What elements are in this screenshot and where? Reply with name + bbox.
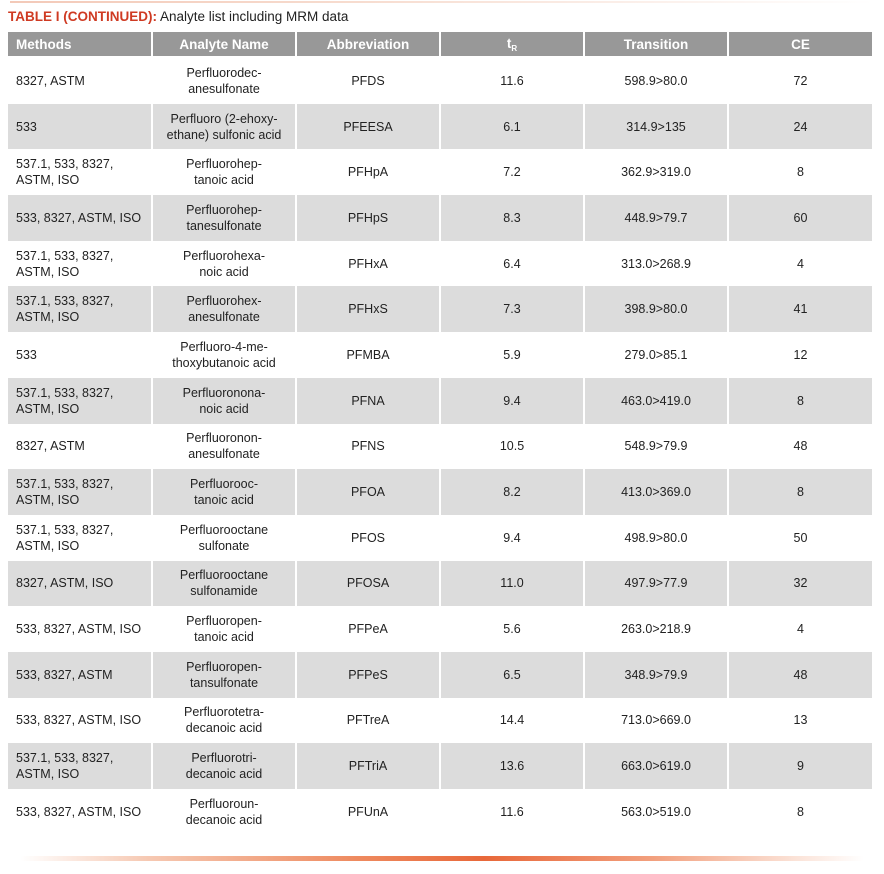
cell-transition: 263.0>218.9 <box>585 606 727 652</box>
cell-analyte-name <box>153 149 295 195</box>
cell-retention-time: 7.3 <box>441 286 583 332</box>
cell-ce: 50 <box>729 515 872 561</box>
analyte-name-line: tanoic acid <box>194 173 254 188</box>
methods-line: 537.1, 533, 8327, <box>16 248 114 263</box>
cell-ce: 8 <box>729 789 872 835</box>
table-caption-text: Analyte list including MRM data <box>156 9 349 24</box>
analyte-name-line: Perfluorohep- <box>186 157 262 172</box>
cell-analyte-name <box>153 561 295 607</box>
cell-analyte-name <box>153 515 295 561</box>
cell-transition: 548.9>79.9 <box>585 424 727 470</box>
analyte-name-line: Perfluoronon- <box>186 431 262 446</box>
analyte-name-line: sulfonamide <box>190 584 258 599</box>
methods-line: 537.1, 533, 8327, <box>16 751 114 766</box>
cell-abbreviation: PFTreA <box>297 698 439 744</box>
table-row <box>8 789 872 835</box>
table-row <box>8 606 872 652</box>
analyte-name-line: Perfluoroun- <box>189 796 259 811</box>
cell-retention-time: 14.4 <box>441 698 583 744</box>
analyte-name-line: Perfluorooctane <box>179 568 269 583</box>
methods-line: ASTM, ISO <box>16 767 80 782</box>
analyte-name-line: Perfluorooc- <box>189 477 259 492</box>
cell-ce: 13 <box>729 698 872 744</box>
cell-abbreviation: PFOS <box>297 515 439 561</box>
cell-ce: 60 <box>729 195 872 241</box>
methods-line: 537.1, 533, 8327, <box>16 157 114 172</box>
header-methods: Methods <box>8 32 151 58</box>
table-row <box>8 149 872 195</box>
cell-abbreviation: PFNS <box>297 424 439 470</box>
table-row <box>8 424 872 470</box>
cell-analyte-name <box>153 241 295 287</box>
cell-ce: 4 <box>729 606 872 652</box>
cell-methods <box>8 241 151 287</box>
table-body <box>8 58 872 835</box>
cell-methods <box>8 469 151 515</box>
cell-abbreviation: PFOA <box>297 469 439 515</box>
methods-line: 537.1, 533, 8327, <box>16 477 114 492</box>
table-row <box>8 241 872 287</box>
cell-transition: 313.0>268.9 <box>585 241 727 287</box>
cell-methods: 533, 8327, ASTM, ISO <box>8 195 151 241</box>
cell-ce: 8 <box>729 469 872 515</box>
cell-analyte-name <box>153 332 295 378</box>
cell-methods: 533 <box>8 332 151 378</box>
cell-abbreviation: PFPeA <box>297 606 439 652</box>
cell-analyte-name <box>153 789 295 835</box>
table-row <box>8 515 872 561</box>
table-header <box>8 32 872 58</box>
table-row <box>8 652 872 698</box>
header-abbreviation: Abbreviation <box>297 32 439 58</box>
cell-ce: 8 <box>729 378 872 424</box>
cell-analyte-name <box>153 378 295 424</box>
analyte-name-line: Perfluoropen- <box>186 659 262 674</box>
cell-analyte-name <box>153 743 295 789</box>
cell-abbreviation: PFPeS <box>297 652 439 698</box>
cell-transition: 314.9>135 <box>585 104 727 150</box>
methods-line: ASTM, ISO <box>16 173 80 188</box>
cell-methods: 533 <box>8 104 151 150</box>
cell-transition: 598.9>80.0 <box>585 58 727 104</box>
methods-line: 537.1, 533, 8327, <box>16 294 114 309</box>
cell-retention-time: 11.6 <box>441 789 583 835</box>
cell-methods: 8327, ASTM, ISO <box>8 561 151 607</box>
cell-analyte-name <box>153 286 295 332</box>
cell-abbreviation: PFHxS <box>297 286 439 332</box>
cell-retention-time: 6.5 <box>441 652 583 698</box>
cell-retention-time: 8.2 <box>441 469 583 515</box>
cell-retention-time: 5.9 <box>441 332 583 378</box>
cell-transition: 463.0>419.0 <box>585 378 727 424</box>
cell-transition: 563.0>519.0 <box>585 789 727 835</box>
table-row <box>8 378 872 424</box>
analyte-name-line: Perfluorohep- <box>186 202 262 217</box>
cell-abbreviation: PFOSA <box>297 561 439 607</box>
cell-abbreviation: PFDS <box>297 58 439 104</box>
cell-abbreviation: PFHpS <box>297 195 439 241</box>
methods-line: 537.1, 533, 8327, <box>16 522 114 537</box>
header-transition: Transition <box>585 32 727 58</box>
cell-transition: 498.9>80.0 <box>585 515 727 561</box>
table-row <box>8 469 872 515</box>
analyte-name-line: tanesulfonate <box>186 218 262 233</box>
table-row <box>8 104 872 150</box>
cell-retention-time: 6.1 <box>441 104 583 150</box>
header-analyte-name: Analyte Name <box>153 32 295 58</box>
analyte-name-line: Perfluoro (2-ehoxy- <box>170 111 278 126</box>
cell-transition: 413.0>369.0 <box>585 469 727 515</box>
cell-ce: 9 <box>729 743 872 789</box>
analyte-name-line: Perfluorooctane <box>179 522 269 537</box>
cell-ce: 48 <box>729 652 872 698</box>
analyte-name-line: Perfluorotetra- <box>184 705 264 720</box>
analyte-name-line: noic acid <box>199 401 249 416</box>
analyte-name-line: sulfonate <box>198 538 250 553</box>
methods-line: 537.1, 533, 8327, <box>16 385 114 400</box>
methods-line: ASTM, ISO <box>16 264 80 279</box>
header-ce: CE <box>729 32 872 58</box>
cell-methods <box>8 286 151 332</box>
analyte-name-line: Perfluoronona- <box>182 385 266 400</box>
cell-analyte-name <box>153 195 295 241</box>
cell-retention-time: 5.6 <box>441 606 583 652</box>
analyte-name-line: decanoic acid <box>185 767 263 782</box>
cell-methods <box>8 378 151 424</box>
cell-ce: 24 <box>729 104 872 150</box>
analyte-name-line: noic acid <box>199 264 249 279</box>
analyte-name-line: decanoic acid <box>185 721 263 736</box>
cell-analyte-name <box>153 469 295 515</box>
analyte-name-line: ethane) sulfonic acid <box>166 127 282 142</box>
analyte-name-line: Perfluorohex- <box>186 294 262 309</box>
cell-methods: 8327, ASTM <box>8 424 151 470</box>
methods-line: ASTM, ISO <box>16 401 80 416</box>
analyte-name-line: thoxybutanoic acid <box>172 355 276 370</box>
analyte-name-line: Perfluorohexa- <box>183 248 265 263</box>
cell-retention-time: 9.4 <box>441 378 583 424</box>
cell-retention-time: 13.6 <box>441 743 583 789</box>
cell-transition: 713.0>669.0 <box>585 698 727 744</box>
cell-analyte-name <box>153 606 295 652</box>
cell-transition: 279.0>85.1 <box>585 332 727 378</box>
analyte-name-line: tansulfonate <box>189 675 259 690</box>
cell-methods: 533, 8327, ASTM, ISO <box>8 789 151 835</box>
cell-ce: 4 <box>729 241 872 287</box>
table-row <box>8 332 872 378</box>
header-retention-time-main: t <box>506 35 512 51</box>
cell-retention-time: 6.4 <box>441 241 583 287</box>
cell-analyte-name <box>153 58 295 104</box>
cell-abbreviation: PFHxA <box>297 241 439 287</box>
analyte-name-line: anesulfonate <box>188 310 260 325</box>
cell-transition: 398.9>80.0 <box>585 286 727 332</box>
table-row <box>8 561 872 607</box>
analyte-name-line: Perfluoropen- <box>186 614 262 629</box>
cell-retention-time: 7.2 <box>441 149 583 195</box>
cell-abbreviation: PFNA <box>297 378 439 424</box>
cell-transition: 348.9>79.9 <box>585 652 727 698</box>
cell-ce: 41 <box>729 286 872 332</box>
cell-analyte-name <box>153 104 295 150</box>
cell-methods: 8327, ASTM <box>8 58 151 104</box>
cell-methods: 533, 8327, ASTM, ISO <box>8 606 151 652</box>
cell-retention-time: 8.3 <box>441 195 583 241</box>
cell-abbreviation: PFHpA <box>297 149 439 195</box>
methods-line: ASTM, ISO <box>16 310 80 325</box>
table-row <box>8 698 872 744</box>
table-row <box>8 286 872 332</box>
header-retention-time <box>441 32 583 58</box>
top-divider <box>10 1 874 3</box>
analyte-name-line: Perfluorotri- <box>191 751 257 766</box>
table-caption <box>8 9 348 25</box>
cell-analyte-name <box>153 652 295 698</box>
cell-methods <box>8 743 151 789</box>
methods-line: ASTM, ISO <box>16 493 80 508</box>
cell-ce: 32 <box>729 561 872 607</box>
cell-methods: 533, 8327, ASTM, ISO <box>8 698 151 744</box>
cell-abbreviation: PFEESA <box>297 104 439 150</box>
table-row <box>8 195 872 241</box>
cell-transition: 497.9>77.9 <box>585 561 727 607</box>
cell-transition: 362.9>319.0 <box>585 149 727 195</box>
analyte-name-line: anesulfonate <box>188 447 260 462</box>
header-row <box>8 32 872 58</box>
cell-abbreviation: PFTriA <box>297 743 439 789</box>
cell-abbreviation: PFUnA <box>297 789 439 835</box>
cell-abbreviation: PFMBA <box>297 332 439 378</box>
methods-line: ASTM, ISO <box>16 538 80 553</box>
cell-retention-time: 9.4 <box>441 515 583 561</box>
cell-methods <box>8 149 151 195</box>
cell-ce: 48 <box>729 424 872 470</box>
analyte-table <box>6 32 874 835</box>
cell-ce: 8 <box>729 149 872 195</box>
analyte-name-line: tanoic acid <box>194 493 254 508</box>
analyte-name-line: tanoic acid <box>194 630 254 645</box>
bottom-divider <box>20 856 864 861</box>
cell-retention-time: 11.6 <box>441 58 583 104</box>
cell-analyte-name <box>153 698 295 744</box>
analyte-name-line: Perfluoro-4-me- <box>180 339 268 354</box>
table-caption-label: TABLE I (CONTINUED): <box>8 9 157 24</box>
cell-retention-time: 10.5 <box>441 424 583 470</box>
cell-retention-time: 11.0 <box>441 561 583 607</box>
cell-ce: 12 <box>729 332 872 378</box>
cell-analyte-name <box>153 424 295 470</box>
analyte-name-line: decanoic acid <box>185 812 263 827</box>
table-row <box>8 58 872 104</box>
cell-transition: 448.9>79.7 <box>585 195 727 241</box>
cell-methods <box>8 515 151 561</box>
table-row <box>8 743 872 789</box>
header-retention-time-sub: R <box>511 43 518 53</box>
analyte-name-line: Perfluorodec- <box>186 65 262 80</box>
cell-transition: 663.0>619.0 <box>585 743 727 789</box>
analyte-name-line: anesulfonate <box>188 81 260 96</box>
cell-methods: 533, 8327, ASTM <box>8 652 151 698</box>
cell-ce: 72 <box>729 58 872 104</box>
